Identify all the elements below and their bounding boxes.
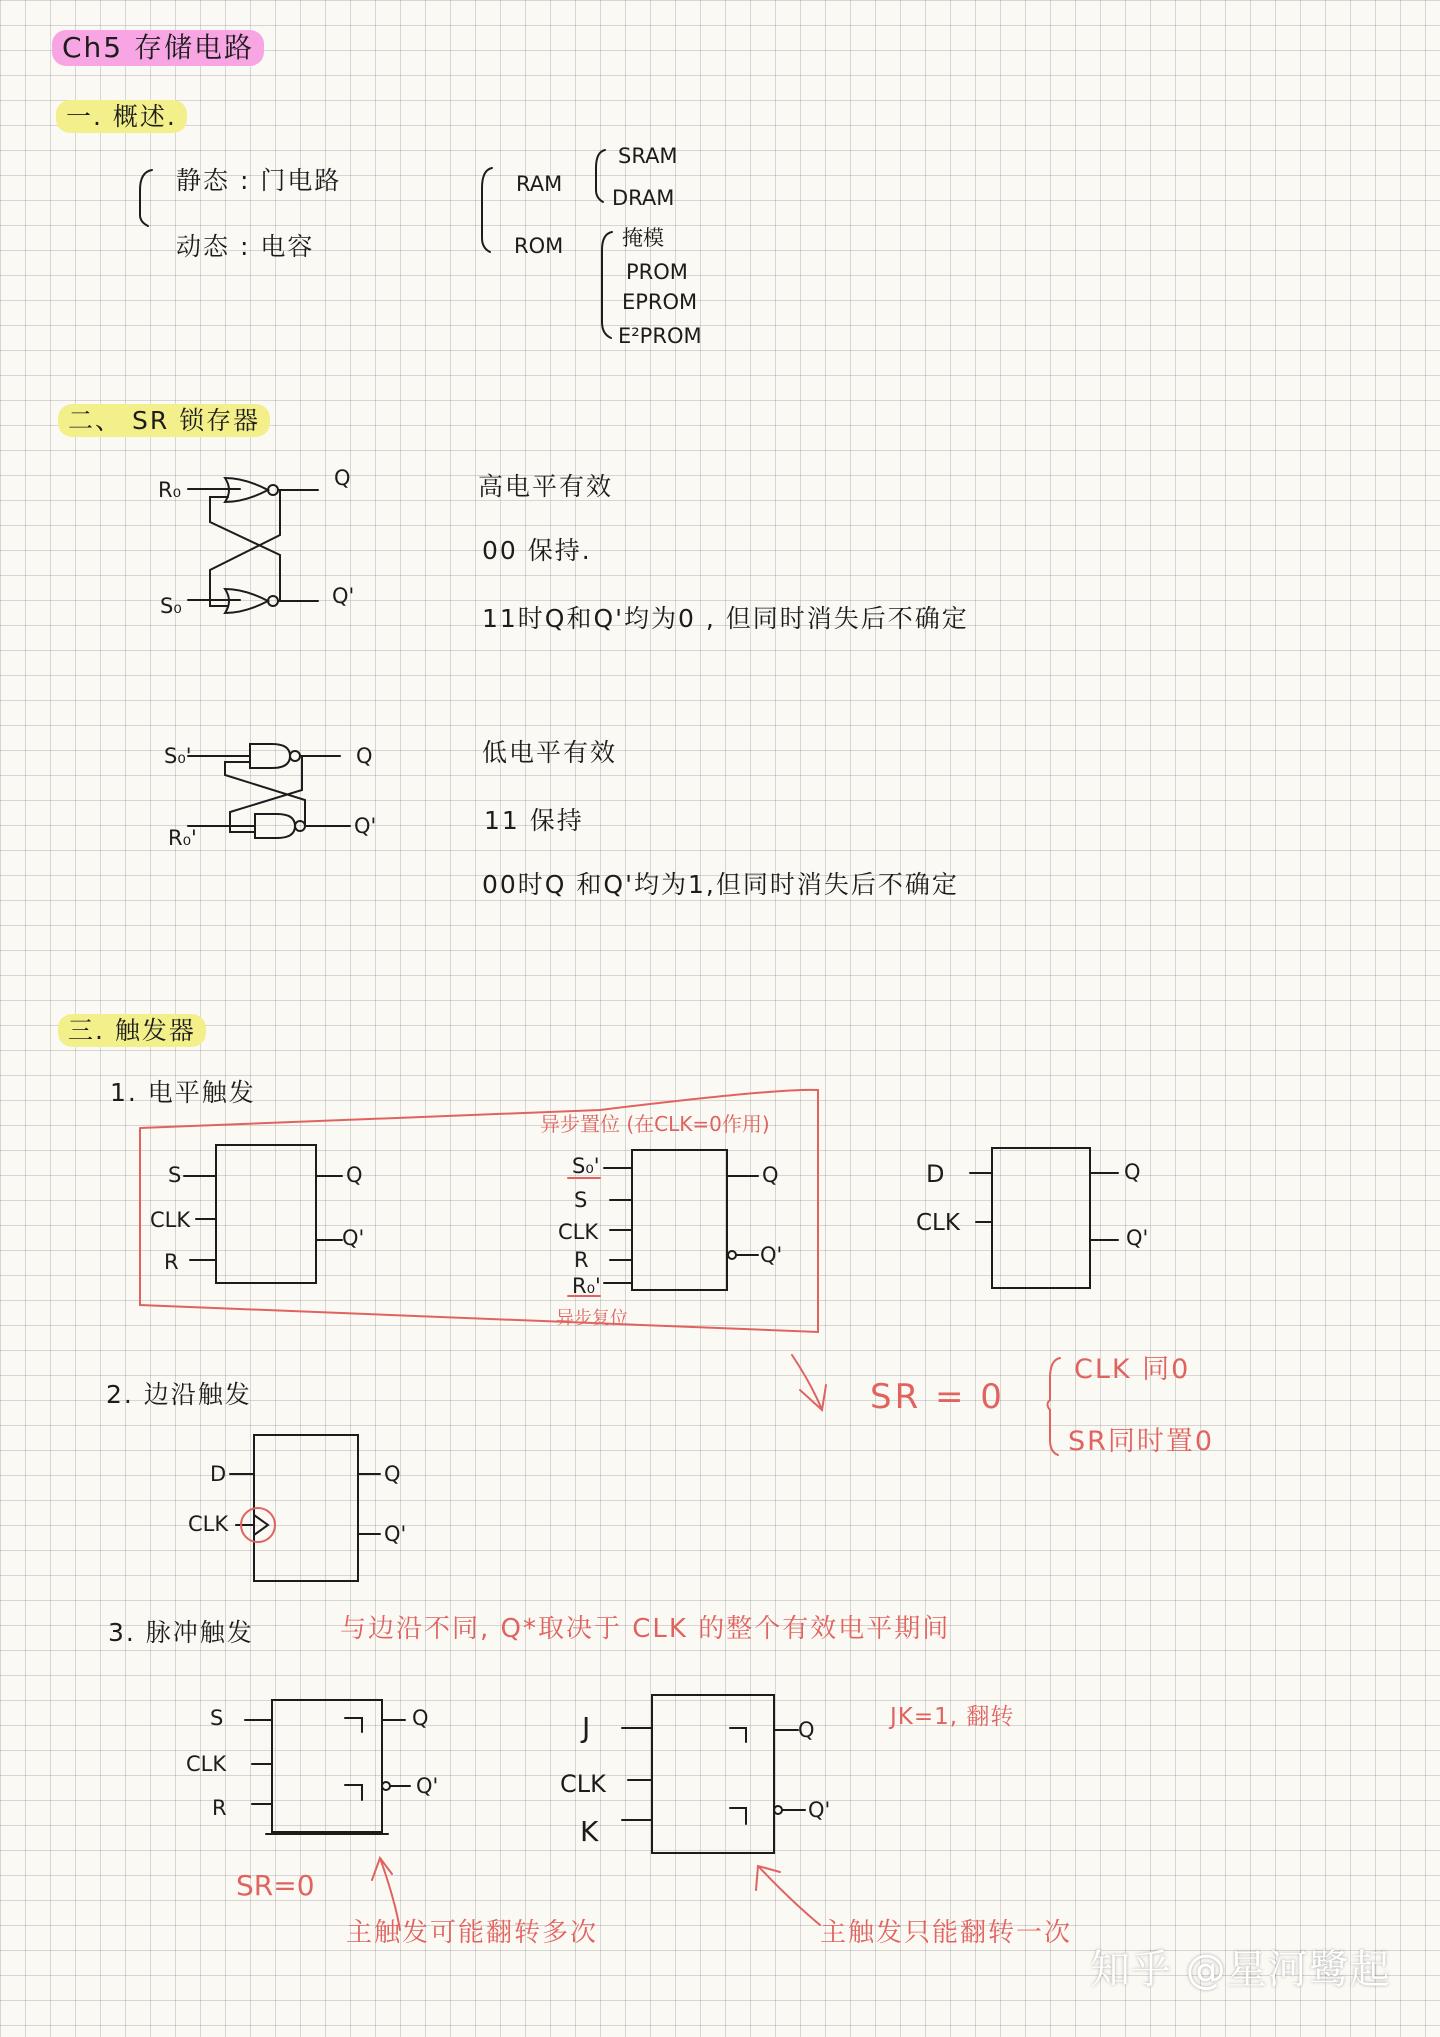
ff1-s-label: S [168,1163,182,1187]
sram-label: SRAM [618,144,678,168]
nor-latch-diagram [188,478,318,613]
nand-note-active-low: 低电平有效 [482,738,618,767]
nor-qn-label: Q' [332,584,355,608]
mask-rom-label: 掩模 [622,226,664,250]
pulse-sr-ff-box [245,1700,410,1834]
eprom-label: EPROM [622,290,698,314]
pulse-sr-master-note: 主触发可能翻转多次 [346,1918,599,1948]
ff2-q-label: Q [762,1163,779,1187]
ff2-r-label: R [574,1248,589,1272]
level-d-ff-box [970,1148,1118,1288]
async-reset-note: 异步复位 [556,1308,628,1329]
ff3-d-label: D [926,1160,945,1188]
edge-q-label: Q [384,1462,401,1486]
ff2-s-label: S [574,1188,588,1212]
brace-rom [602,232,612,338]
pulse-jk-q-label: Q [798,1718,815,1742]
pulse-jk-arrow [756,1866,820,1925]
section-1-heading: 一. 概述. [56,100,187,133]
edge-clk-label: CLK [188,1512,229,1536]
pulse-jk-k-label: K [580,1815,599,1848]
section-3-heading: 三. 触发器 [58,1014,206,1047]
ff2-qn-label: Q' [760,1243,783,1267]
edge-d-label: D [210,1462,227,1486]
ff3-qn-label: Q' [1126,1226,1149,1250]
ff2-clk-label: CLK [558,1220,599,1244]
level-trigger-heading: 1. 电平触发 [110,1078,256,1107]
nor-note-hold: 00 保持. [482,536,592,565]
brace-memory-type [140,170,152,226]
ff2-sd-label: S₀' [572,1154,600,1178]
edge-d-ff-box [230,1435,380,1581]
nand-sd-label: S₀' [164,744,192,768]
ff3-q-label: Q [1124,1160,1141,1184]
jk-toggle-note: JK=1, 翻转 [890,1704,1015,1730]
dram-label: DRAM [612,186,675,210]
edge-qn-label: Q' [384,1522,407,1546]
ff1-clk-label: CLK [150,1208,191,1232]
pulse-jk-ff-box [622,1695,805,1853]
brace-ram-rom [482,168,492,252]
ram-label: RAM [516,172,563,196]
sr-arrow [792,1355,826,1410]
e2prom-label: E²PROM [618,324,702,348]
nand-qn-label: Q' [354,814,377,838]
section-2-heading: 二、 SR 锁存器 [58,404,270,437]
sr-condition-1: CLK 同0 [1074,1354,1191,1385]
pulse-sr-s-label: S [210,1706,224,1730]
nand-note-hold: 11 保持 [484,806,584,835]
nor-q-label: Q [334,466,351,490]
nand-rd-label: R₀' [168,826,197,850]
static-memory-label: 静态 : 门电路 [176,166,342,195]
ff2-rd-label: R₀' [572,1274,601,1298]
ff3-clk-label: CLK [916,1210,960,1236]
pulse-sr-zero-label: SR=0 [236,1869,315,1902]
pulse-sr-clk-label: CLK [186,1752,227,1776]
edge-trigger-heading: 2. 边沿触发 [106,1380,252,1409]
pulse-sr-r-label: R [212,1796,227,1820]
nand-latch-diagram [188,744,350,838]
ff1-q-label: Q [346,1163,363,1187]
sr-condition-2: SR同时置0 [1068,1426,1215,1457]
pulse-jk-qn-label: Q' [808,1798,831,1822]
pulse-sr-q-label: Q [412,1706,429,1730]
sr-brace [1048,1358,1061,1455]
rom-label: ROM [514,234,564,258]
nor-sd-label: S₀ [160,594,182,618]
nor-note-invalid: 11时Q和Q'均为0 , 但同时消失后不确定 [482,604,969,633]
ff1-qn-label: Q' [342,1226,365,1250]
prom-label: PROM [626,260,688,284]
pulse-jk-clk-label: CLK [560,1770,606,1798]
nand-note-invalid: 00时Q 和Q'均为1,但同时消失后不确定 [482,870,959,899]
async-set-note: 异步置位 (在CLK=0作用) [540,1112,770,1136]
nor-note-active-high: 高电平有效 [478,472,614,501]
nor-rd-label: R₀ [158,478,182,502]
ff1-r-label: R [164,1250,179,1274]
pulse-sr-qn-label: Q' [416,1774,439,1798]
page-title: Ch5 存储电路 [52,30,264,66]
nand-q-label: Q [356,744,373,768]
pulse-jk-j-label: J [582,1711,591,1744]
watermark: 知乎 @星河鹭起 [1090,1947,1391,1993]
brace-ram [596,150,605,202]
sr-zero-note: SR = 0 [870,1377,1005,1417]
pulse-jk-master-note: 主触发只能翻转一次 [820,1918,1073,1948]
level-sr-ff-box [184,1145,342,1283]
pulse-trigger-heading: 3. 脉冲触发 [108,1618,254,1647]
dynamic-memory-label: 动态 : 电容 [176,232,315,261]
pulse-trigger-note: 与边沿不同, Q*取决于 CLK 的整个有效电平期间 [340,1614,951,1644]
